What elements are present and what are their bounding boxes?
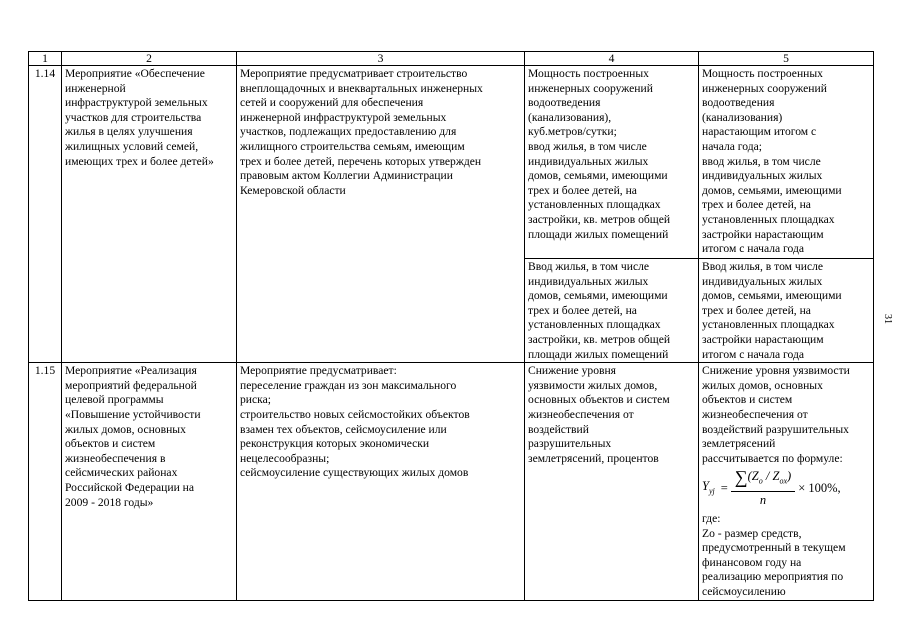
event-name xyxy=(62,363,237,600)
text-line: жизнеобеспечения от xyxy=(528,407,634,421)
text-line: домов, семьями, имеющими xyxy=(702,183,842,197)
text-line: Мероприятие предусматривает строительство xyxy=(240,67,468,80)
header-row xyxy=(29,52,874,66)
text-line: Мощность построенных xyxy=(702,67,823,80)
formula-tail: × 100%, xyxy=(798,481,841,496)
text-line: Снижение уровня xyxy=(528,364,617,378)
table-row-1-15 xyxy=(29,363,874,600)
formula-denominator: n xyxy=(759,493,767,508)
text-line: уязвимости жилых домов, xyxy=(528,378,658,392)
text-line: землетрясений xyxy=(702,437,776,451)
measures-table xyxy=(28,51,874,601)
text-line: установленных площадках xyxy=(702,212,835,226)
text-line: индивидуальных жилых xyxy=(702,274,823,288)
header-col-2: 2 xyxy=(62,52,237,66)
text-line: правовым актом Коллегии Администрации xyxy=(240,169,453,183)
text-line: Мероприятие «Реализация xyxy=(65,364,197,378)
text-line: куб.метров/сутки; xyxy=(528,125,617,139)
indicator-name xyxy=(525,259,699,363)
text-line: реконструкция которых экономически xyxy=(240,437,430,451)
text-line: участков для строительства xyxy=(65,110,202,124)
header-col-1: 1 xyxy=(29,52,62,66)
text-line: трех и более детей, на xyxy=(702,303,811,317)
text-line: переселение граждан из зон максимального xyxy=(240,378,457,392)
calculation-method xyxy=(699,259,874,363)
text-line: жизнеобеспечения в xyxy=(65,451,166,465)
text-line: воздействий xyxy=(528,422,589,436)
text-line: сейсмоусилению xyxy=(702,584,786,598)
calculation-method xyxy=(699,66,874,259)
text-line: (канализования) xyxy=(702,110,783,124)
text-line: воздействий разрушительных xyxy=(702,422,849,436)
header-col-3: 3 xyxy=(237,52,525,66)
text-line: жилых домов, основных xyxy=(65,422,186,436)
header-col-5: 5 xyxy=(699,52,874,66)
text-line: трех и более детей, на xyxy=(528,183,637,197)
text-line: реализацию мероприятия по xyxy=(702,570,844,584)
text-line: ввод жилья, в том числе xyxy=(528,139,647,153)
text-line: рассчитывается по формуле: xyxy=(702,451,843,465)
text-line: водоотведения xyxy=(702,96,775,110)
text-line: начала года; xyxy=(702,139,762,153)
text-line: Zo - размер средств, xyxy=(702,526,802,540)
text-line: Мероприятие «Обеспечение xyxy=(65,67,205,80)
text-line: землетрясений, процентов xyxy=(528,451,659,465)
text-line: жизнеобеспечения от xyxy=(702,407,808,421)
text-line: предусмотренный в текущем xyxy=(702,541,846,555)
formula-lhs: $Y_{yj}$ xyxy=(702,478,715,496)
text-line: Снижение уровня уязвимости xyxy=(702,364,850,378)
text-line: инженерных сооружений xyxy=(528,81,653,95)
text-line: участков, подлежащих предоставлению для xyxy=(240,125,457,139)
text-line: домов, семьями, имеющими xyxy=(528,289,668,303)
text-line: финансовом году на xyxy=(702,555,802,569)
text-line: трех и более детей, на xyxy=(528,303,637,317)
text-line: «Повышение устойчивости xyxy=(65,407,201,421)
text-line: застройки нарастающим xyxy=(702,227,824,241)
text-line: застройки нарастающим xyxy=(702,332,824,346)
text-line: (канализования), xyxy=(528,110,612,124)
calc-definitions xyxy=(702,512,870,600)
text-line: итогом с начала года xyxy=(702,242,805,256)
page-number: 31 xyxy=(882,314,893,324)
text-line: имеющих трех и более детей» xyxy=(65,154,214,168)
text-line: итогом с начала года xyxy=(702,347,805,361)
text-line: нецелесообразны; xyxy=(240,451,330,465)
text-line: площади жилых помещений xyxy=(528,227,669,241)
text-line: индивидуальных жилых xyxy=(702,169,823,183)
calc-intro xyxy=(702,364,870,466)
table-row-1-14a xyxy=(29,66,874,259)
text-line: трех и более детей, перечень которых утвержден xyxy=(240,154,482,168)
text-line: застройки, кв. метров общей xyxy=(528,332,671,346)
indicator-name xyxy=(525,363,699,600)
text-line: Ввод жилья, в том числе xyxy=(528,260,650,273)
text-line: жилья в целях улучшения xyxy=(65,125,193,139)
row-number: 1.15 xyxy=(29,363,62,600)
text-line: домов, семьями, имеющими xyxy=(528,169,668,183)
text-line: жилищных условий семей, xyxy=(65,139,199,153)
text-line: объектов и систем xyxy=(702,393,793,407)
text-line: жилищного строительства семьям, имеющим xyxy=(240,139,465,153)
text-line: объектов и систем xyxy=(65,437,156,451)
formula-fraction xyxy=(731,469,795,508)
text-line: инженерной xyxy=(65,81,126,95)
text-line: риска; xyxy=(240,393,271,407)
formula-numerator: $\sum(Z_o / Z_{ox})$ xyxy=(731,469,795,492)
text-line: сетей и сооружений для обеспечения xyxy=(240,96,424,110)
text-line: Мощность построенных xyxy=(528,67,649,80)
text-line: ввод жилья, в том числе xyxy=(702,154,821,168)
text-line: площади жилых помещений xyxy=(528,347,669,361)
text-line: Ввод жилья, в том числе xyxy=(702,260,824,273)
header-col-4: 4 xyxy=(525,52,699,66)
text-line: трех и более детей, на xyxy=(702,198,811,212)
text-line: сейсмических районах xyxy=(65,466,178,480)
text-line: взамен тех объектов, сейсмоусиление или xyxy=(240,422,447,436)
text-line: установленных площадках xyxy=(528,198,661,212)
text-line: индивидуальных жилых xyxy=(528,274,649,288)
indicator-name xyxy=(525,66,699,259)
event-description xyxy=(237,363,525,600)
text-line: сейсмоусиление существующих жилых домов xyxy=(240,466,469,480)
text-line: внеплощадочных и внеквартальных инженерных xyxy=(240,81,483,95)
calculation-method xyxy=(699,363,874,600)
text-line: нарастающим итогом с xyxy=(702,125,817,139)
event-description xyxy=(237,66,525,363)
text-line: 2009 - 2018 годы» xyxy=(65,495,154,509)
event-name xyxy=(62,66,237,363)
row-number: 1.14 xyxy=(29,66,62,363)
text-line: установленных площадках xyxy=(702,318,835,332)
text-line: инженерной инфраструктурой земельных xyxy=(240,110,447,124)
text-line: инфраструктурой земельных xyxy=(65,96,208,110)
vulnerability-formula xyxy=(702,469,870,508)
text-line: целевой программы xyxy=(65,393,164,407)
formula-equals: = xyxy=(720,481,728,496)
text-line: Мероприятие предусматривает: xyxy=(240,364,397,378)
text-line: строительство новых сейсмостойких объектов xyxy=(240,407,470,421)
text-line: мероприятий федеральной xyxy=(65,378,197,392)
text-line: разрушительных xyxy=(528,437,612,451)
text-line: основных объектов и систем xyxy=(528,393,670,407)
text-line: инженерных сооружений xyxy=(702,81,827,95)
text-line: индивидуальных жилых xyxy=(528,154,649,168)
text-line: Российской Федерации на xyxy=(65,480,195,494)
text-line: домов, семьями, имеющими xyxy=(702,289,842,303)
text-line: жилых домов, основных xyxy=(702,378,823,392)
text-line: застройки, кв. метров общей xyxy=(528,212,671,226)
text-line: водоотведения xyxy=(528,96,601,110)
text-line: установленных площадках xyxy=(528,318,661,332)
text-line: Кемеровской области xyxy=(240,183,346,197)
text-line: где: xyxy=(702,512,721,525)
